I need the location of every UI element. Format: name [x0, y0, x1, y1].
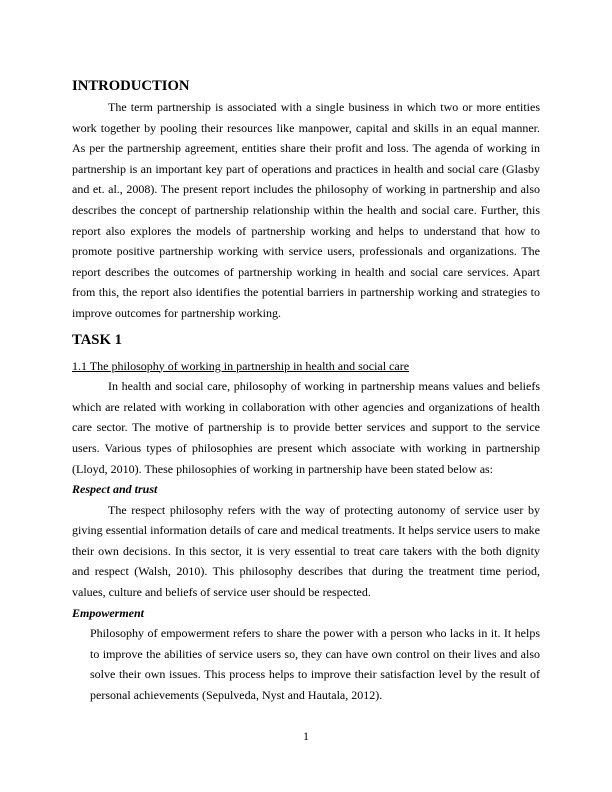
task1-intro-paragraph: In health and social care, philosophy of working in partnership means values and beliefs which are related with working in collaboration with other agencies and organizations of health care sector. The motive of partnership is to provide better services and support to the service users. Various types of philosophies are present which associate with working in partnership (Lloyd, 2010). These philosophies of working in partnership have been stated below as: [72, 379, 540, 476]
respect-trust-paragraph: The respect philosophy refers with the way of protecting autonomy of service user by giving essential information details of care and medical treatments. It helps service users to make their own decisions. In this sector, it is very essential to treat care takers with the both dignity and respect (Walsh, 2010). This philosophy describes that during the treatment time period, values, culture and beliefs of service user should be respected. [72, 502, 540, 600]
introduction-paragraph: The term partnership is associated with a single business in which two or more entities work together by pooling their resources like manpower, capital and skills in an equal manner. As per the partnership agreement, entities share their profit and loss. The agenda of working in partnership is an important key part of operations and practices in health and social care (Glasby and et. al., 2008). The present report includes the philosophy of working in partnership and also describes the concept of partnership relationship within the health and social care. Further, this report also explores the models of partnership working and helps to understand that how to promote positive partnership working with service users, professionals and organizations. The report describes the outcomes of partnership working in health and social care services. Apart from this, the report also identifies the potential barriers in partnership working and strategies to improve outcomes for partnership working. [72, 100, 540, 320]
respect-trust-heading: Respect and trust [72, 482, 158, 497]
empowerment-heading: Empowerment [72, 605, 145, 620]
task1-heading: TASK 1 [72, 331, 122, 348]
page-number: 1 [303, 729, 309, 743]
empowerment-paragraph: Philosophy of empowerment refers to share the power with a person who lacks in it. It helps to improve the abilities of service users so, they can have own control on their lives and also solve their own issues. This process helps to improve their satisfaction level by the result of personal achievements (Sepulveda, Nyst and Hautala, 2012). [90, 626, 540, 703]
page-content [72, 76, 540, 706]
subsection-title: 1.1 The philosophy of working in partnership in health and social care [72, 358, 410, 373]
introduction-heading: INTRODUCTION [72, 78, 190, 94]
